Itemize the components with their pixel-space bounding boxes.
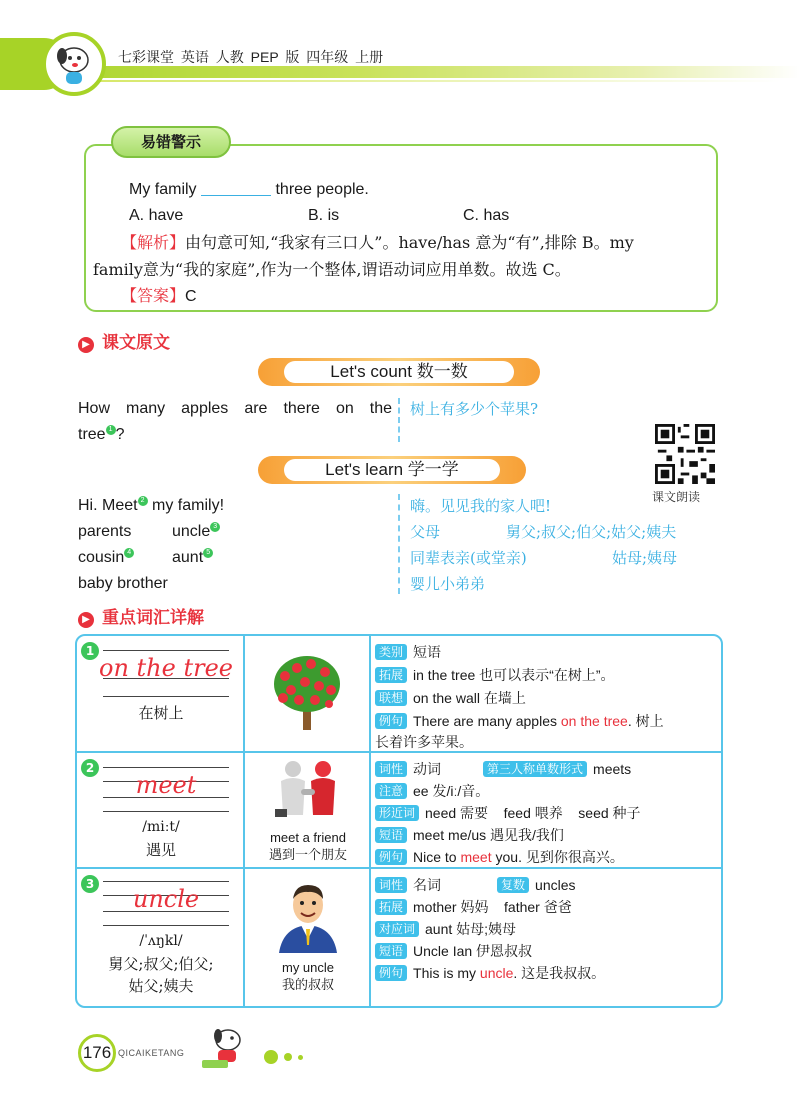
option-a: A. have bbox=[129, 207, 184, 224]
count-zh: 树上有多少个苹果? bbox=[410, 400, 539, 418]
mascot-logo bbox=[42, 32, 106, 96]
vocab-meaning: 舅父;叔父;伯父; 姑父;姨夫 bbox=[108, 955, 214, 995]
learn-zh-cousin: 同辈表亲(或堂亲) bbox=[410, 549, 527, 567]
answer-line: 【答案】C bbox=[121, 286, 197, 305]
qr-caption: 课文朗读 bbox=[652, 490, 701, 504]
vocab-phonetic: /ˈʌŋkl/ bbox=[139, 933, 183, 949]
learn-zh-baby: 婴儿小弟弟 bbox=[410, 575, 486, 593]
picture-caption-en: meet a friend bbox=[270, 830, 346, 845]
count-en-line-1: How many apples are there on the bbox=[78, 400, 392, 417]
table-row bbox=[77, 753, 721, 869]
word-cell bbox=[77, 869, 245, 1006]
learn-pill-label: Let's learn 学一学 bbox=[284, 459, 500, 481]
row-number: 3 bbox=[81, 875, 99, 893]
footer-dot bbox=[298, 1055, 303, 1060]
section-title-text-2: ▶ 重点词汇详解 bbox=[78, 603, 204, 628]
table-row bbox=[77, 636, 721, 753]
picture-cell bbox=[245, 869, 371, 1006]
vocab-phonetic: /miːt/ bbox=[142, 819, 180, 835]
learn-zh-uncle: 舅父;叔父;伯父;姑父;姨夫 bbox=[506, 523, 677, 541]
note-marker: 1 bbox=[106, 425, 116, 435]
learn-en-baby: baby brother bbox=[78, 575, 168, 592]
learn-en-cousin: cousin 4 bbox=[78, 545, 134, 571]
warning-question: My family three people. bbox=[129, 181, 369, 198]
option-c: C. has bbox=[463, 207, 510, 224]
row-number: 2 bbox=[81, 759, 99, 777]
picture-cell bbox=[245, 636, 371, 751]
count-en-line-2: tree 1 ? bbox=[78, 426, 125, 443]
learn-zh-parents: 父母 bbox=[410, 523, 441, 541]
uncle-portrait-icon bbox=[275, 881, 341, 953]
section-title-text: ▶ 课文原文 bbox=[78, 328, 170, 353]
vocab-meaning: 在树上 bbox=[138, 704, 184, 722]
count-divider bbox=[398, 398, 400, 442]
apple-tree-icon bbox=[271, 654, 343, 732]
header-bar bbox=[0, 66, 800, 78]
learn-zh-aunt: 姑母;姨母 bbox=[612, 549, 678, 567]
footer-dot bbox=[284, 1053, 292, 1061]
count-pill bbox=[258, 358, 540, 386]
option-b: B. is bbox=[308, 207, 340, 224]
learn-en-parents: parents bbox=[78, 523, 132, 540]
learn-en-uncle: uncle 3 bbox=[172, 519, 220, 545]
analysis-line-2: family意为“我的家庭”,作为一个整体,谓语动词应用单数。故选 C。 bbox=[93, 260, 571, 279]
learn-en-aunt: aunt 5 bbox=[172, 545, 213, 571]
handshake-icon bbox=[273, 759, 343, 825]
dog-footer-icon bbox=[198, 1024, 254, 1070]
learn-divider bbox=[398, 494, 400, 594]
picture-caption-zh: 遇到一个朋友 bbox=[268, 848, 347, 863]
triangle-icon: ▶ bbox=[78, 612, 94, 628]
picture-cell bbox=[245, 753, 371, 867]
vocab-word: meet bbox=[135, 771, 197, 799]
triangle-icon: ▶ bbox=[78, 337, 94, 353]
warning-tab: 易错警示 bbox=[111, 126, 231, 158]
qr-code[interactable] bbox=[655, 424, 715, 484]
word-cell bbox=[77, 753, 245, 867]
table-row bbox=[77, 869, 721, 1006]
vocab-word: uncle bbox=[132, 885, 200, 913]
learn-pill bbox=[258, 456, 526, 484]
footer-brand: QICAIKETANG bbox=[118, 1048, 185, 1058]
header-title: 七彩课堂 英语 人教 PEP 版 四年级 上册 bbox=[118, 49, 384, 65]
dog-mascot-icon bbox=[46, 36, 102, 92]
picture-caption-en: my uncle bbox=[281, 960, 335, 975]
word-cell bbox=[77, 636, 245, 751]
page-number: 176 bbox=[78, 1034, 116, 1072]
learn-zh-line-1: 嗨。见见我的家人吧! bbox=[410, 497, 552, 515]
qr-code-icon bbox=[655, 424, 715, 484]
footer-dot bbox=[264, 1050, 278, 1064]
picture-caption-zh: 我的叔叔 bbox=[281, 978, 334, 993]
learn-en-line-1: Hi. Meet 2 my family! bbox=[78, 497, 225, 514]
header-line bbox=[100, 80, 780, 82]
explain-cell: 类别 短语 拓展 in the tree 也可以表示“在树上”。 联想 on the wall 在墙上 例句 There are many apples on the tree. 树上 长着许多苹果。 bbox=[375, 645, 664, 751]
explain-cell: 词性 动词 第三人称单数形式 meets 注意 ee 发/iː/音。 形近词 need 需要 feed 喂养 seed 种子 短语 meet me/us 遇见我/我们 例句 Nice to meet you. 见到你很高兴。 bbox=[371, 753, 721, 867]
vocab-meaning: 遇见 bbox=[145, 841, 176, 859]
analysis-line-1: 【解析】由句意可知,“我家有三口人”。have/has 意为“有”,排除 B。my bbox=[121, 233, 634, 252]
row-number: 1 bbox=[81, 642, 99, 660]
vocab-word: on the tree bbox=[99, 654, 233, 682]
vocab-table bbox=[75, 634, 723, 1008]
count-pill-label: Let's count 数一数 bbox=[284, 361, 514, 383]
explain-cell: 词性 名词 复数 uncles 拓展 mother 妈妈 father 爸爸 对应词 aunt 姑母;姨母 短语 Uncle Ian 伊恩叔叔 例句 This is my uncle. 这是我叔叔。 bbox=[371, 869, 721, 1006]
answer-blank bbox=[201, 180, 271, 196]
